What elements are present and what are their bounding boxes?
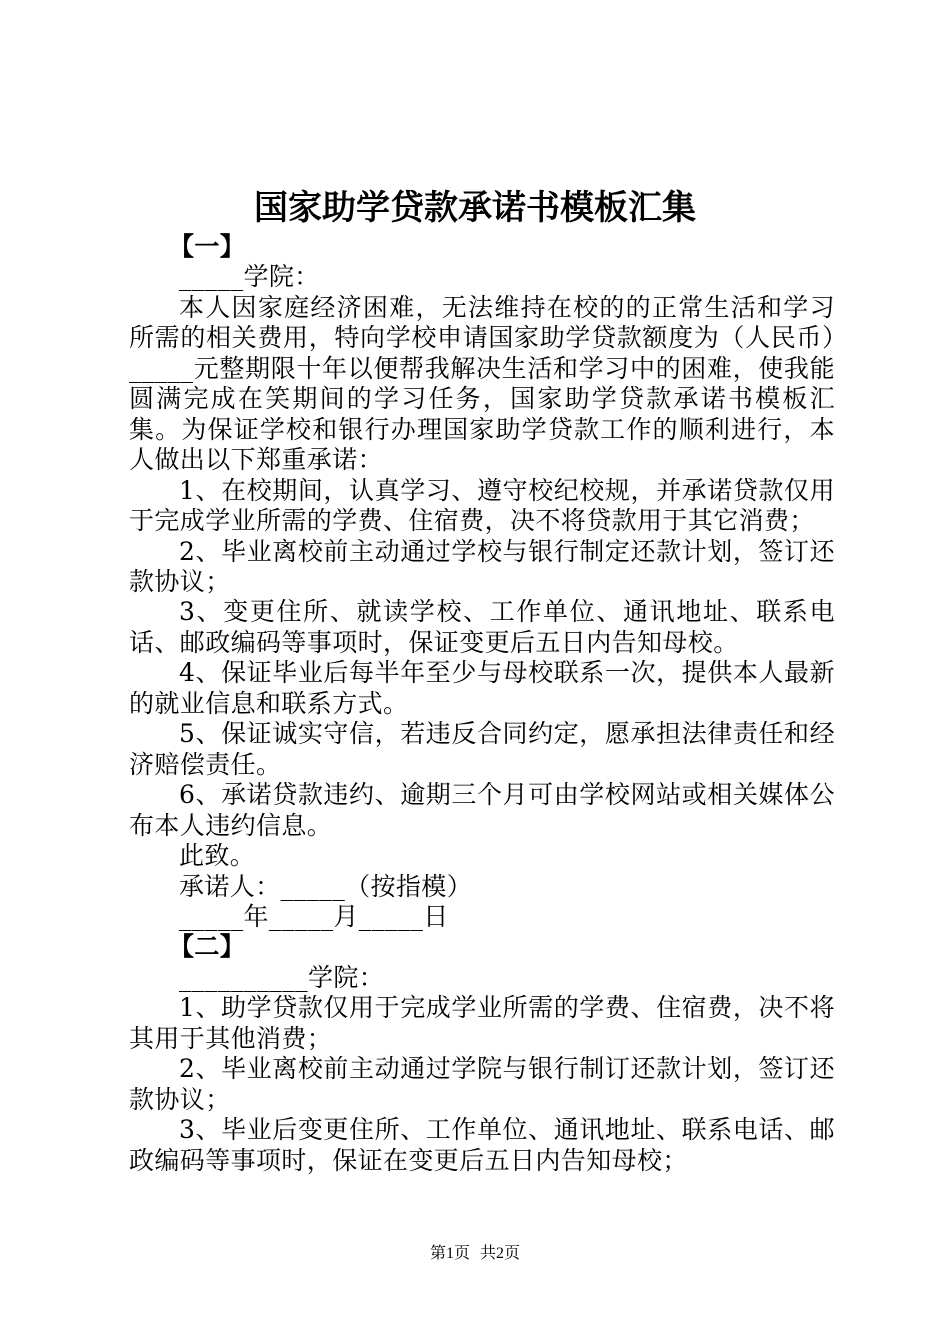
section-2-item-3: 3、毕业后变更住所、工作单位、通讯地址、联系电话、邮政编码等事项时，保证在变更后五日内告知母校； xyxy=(129,1115,835,1175)
page-total: 共2页 xyxy=(480,1245,521,1262)
section-1-item-2: 2、毕业离校前主动通过学校与银行制定还款计划，签订还款协议； xyxy=(129,536,835,596)
document-body xyxy=(129,232,835,1176)
section-1-salutation: _____学院： xyxy=(179,262,320,292)
document-title: 国家助学贷款承诺书模板汇集 xyxy=(254,188,696,228)
section-1-item-5: 5、保证诚实守信，若违反合同约定，愿承担法律责任和经济赔偿责任。 xyxy=(129,719,835,779)
section-1-item-6: 6、承诺贷款违约、逾期三个月可由学校网站或相关媒体公布本人违约信息。 xyxy=(129,780,835,840)
section-1-item-1: 1、在校期间，认真学习、遵守校纪校规，并承诺贷款仅用于完成学业所需的学费、住宿费，决不将贷款用于其它消费； xyxy=(129,475,835,536)
section-1-signature-line: 承诺人：_____（按指模） xyxy=(179,871,473,901)
section-2-salutation: __________学院： xyxy=(179,962,385,992)
section-2-item-1: 1、助学贷款仅用于完成学业所需的学费、住宿费，决不将其用于其他消费； xyxy=(129,993,835,1053)
page-footer xyxy=(0,1244,950,1264)
section-1-intro: 本人因家庭经济困难，无法维持在校的的正常生活和学习所需的相关费用，特向学校申请国家助学贷款额度为（人民币）_____元整期限十年以便帮我解决生活和学习中的困难，使我能圆满完成在笑期间的学习任务，国家助学贷款承诺书模板汇集。为保证学校和银行办理国家助学贷款工作的顺利进行，本人做出以下郑重承诺： xyxy=(129,292,835,475)
section-1-date-line: _____年_____月_____日 xyxy=(179,901,449,931)
section-1-label: 【一】 xyxy=(169,232,246,261)
section-1-item-3: 3、变更住所、就读学校、工作单位、通讯地址、联系电话、邮政编码等事项时，保证变更后五日内告知母校。 xyxy=(129,597,835,657)
section-2-label: 【二】 xyxy=(169,932,246,962)
section-1-closing: 此致。 xyxy=(179,841,256,871)
section-2-item-2: 2、毕业离校前主动通过学院与银行制订还款计划，签订还款协议； xyxy=(129,1054,835,1114)
section-1-item-4: 4、保证毕业后每半年至少与母校联系一次，提供本人最新的就业信息和联系方式。 xyxy=(129,658,835,718)
page-number: 第1页 xyxy=(429,1245,470,1262)
